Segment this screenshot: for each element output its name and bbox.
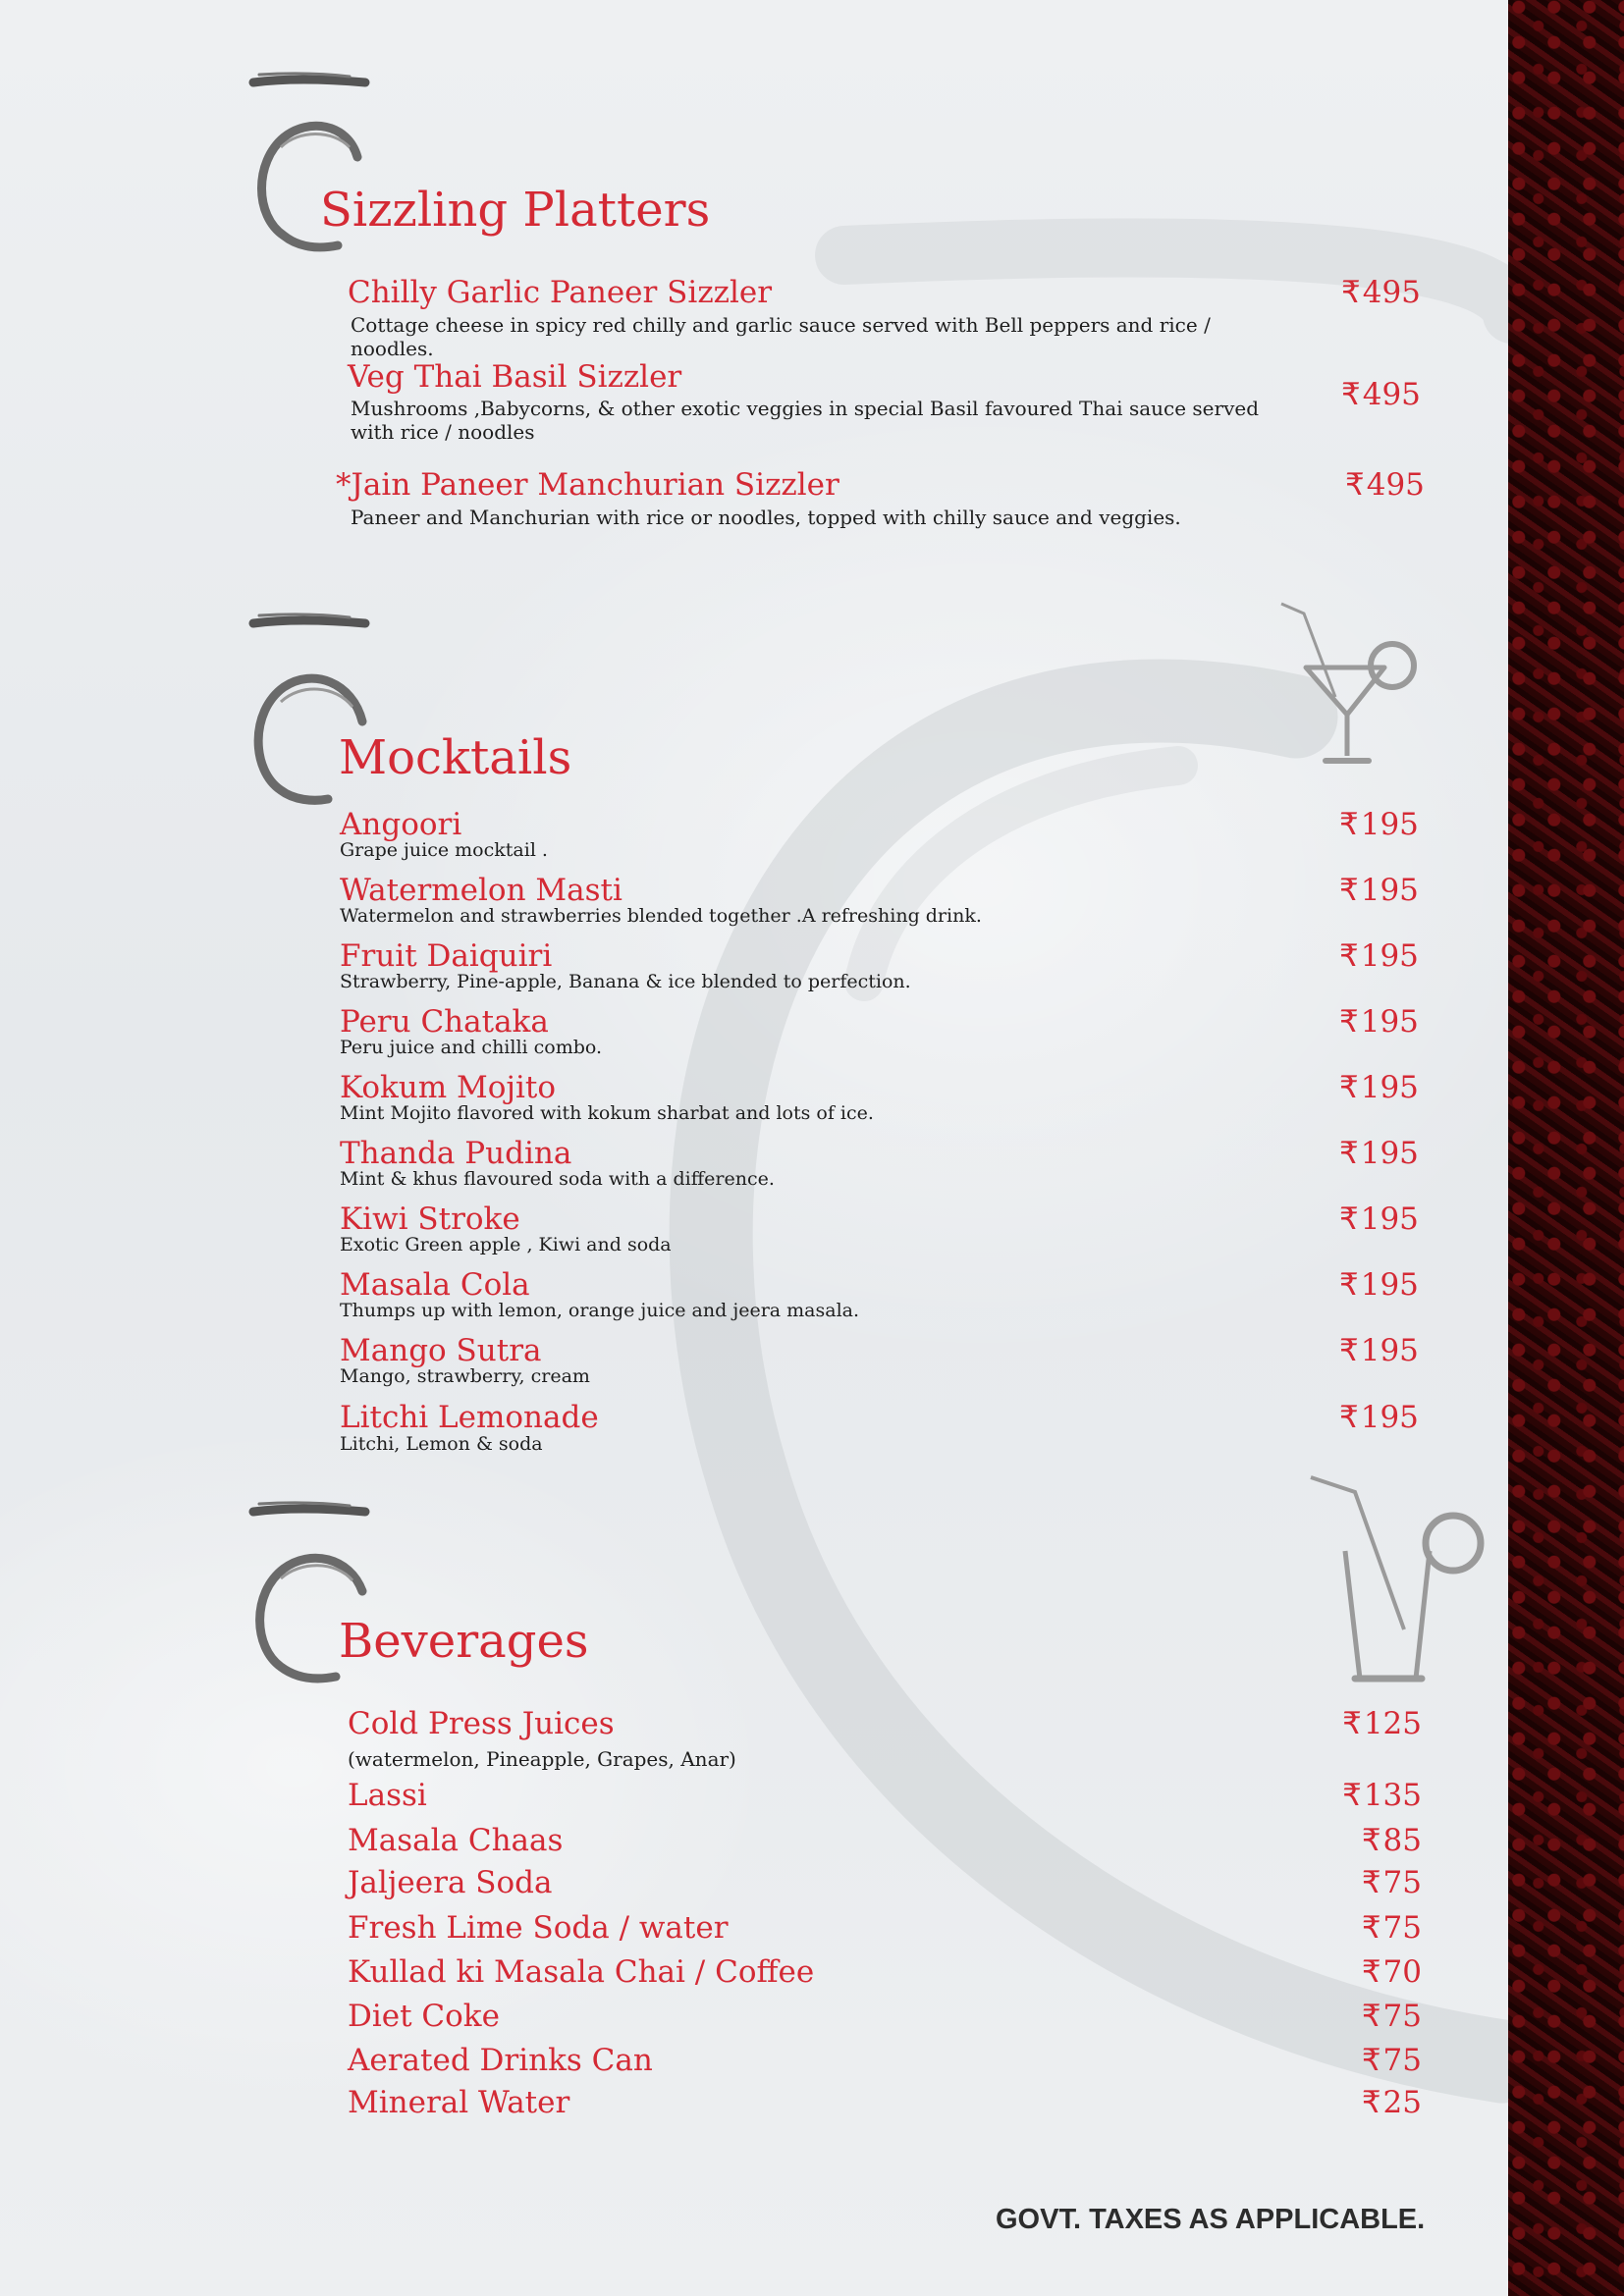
item-name: Aerated Drinks Can [348,2043,653,2078]
item-name: Masala Cola [340,1267,530,1303]
item-description: Litchi, Lemon & soda [340,1433,543,1455]
section-title: Beverages [339,1614,589,1669]
item-name: Lassi [348,1778,427,1813]
item-price: ₹195 [1339,1400,1419,1435]
item-name: Thanda Pudina [340,1136,572,1171]
item-price: ₹125 [1342,1706,1422,1741]
item-name: Kullad ki Masala Chai / Coffee [348,1954,815,1990]
item-price: ₹75 [1361,1910,1422,1946]
item-description: Watermelon and strawberries blended together .A refreshing drink. [340,905,982,927]
item-name: Mineral Water [348,2085,570,2120]
item-price: ₹195 [1339,1267,1419,1303]
item-description: Cottage cheese in spicy red chilly and garlic sauce served with Bell peppers and rice / noodles. [351,313,1211,360]
cocktail-glass-icon [1276,599,1424,771]
item-price: ₹75 [1361,1999,1422,2034]
item-price: ₹75 [1361,1865,1422,1900]
item-name: Veg Thai Basil Sizzler [348,359,682,395]
item-name: Chilly Garlic Paneer Sizzler [348,275,773,310]
item-name: Mango Sutra [340,1333,542,1368]
item-description: Paneer and Manchurian with rice or noodles, topped with chilly sauce and veggies. [351,506,1181,529]
item-price: ₹25 [1361,2085,1422,2120]
section-title: Sizzling Platters [320,183,711,238]
item-price: ₹70 [1361,1954,1422,1990]
item-name: Angoori [340,807,462,842]
item-description: Grape juice mocktail . [340,839,548,861]
item-description: (watermelon, Pineapple, Grapes, Anar) [348,1747,736,1771]
item-price: ₹195 [1339,1136,1419,1171]
item-description: Mushrooms ,Babycorns, & other exotic veggies in special Basil favoured Thai sauce served with rice / noodles [351,397,1259,444]
item-name: Fresh Lime Soda / water [348,1910,729,1946]
item-description: Mango, strawberry, cream [340,1365,590,1387]
decorative-side-strip [1508,0,1624,2296]
juice-glass-icon [1306,1472,1492,1688]
item-price: ₹195 [1339,1333,1419,1368]
item-price: ₹495 [1341,377,1421,412]
item-price: ₹495 [1341,275,1421,310]
item-name: Fruit Daiquiri [340,938,553,974]
tax-note: GOVT. TAXES AS APPLICABLE. [996,2204,1426,2235]
item-price: ₹495 [1345,467,1425,503]
item-name: Watermelon Masti [340,873,623,908]
section-title: Mocktails [339,730,572,785]
item-price: ₹195 [1339,873,1419,908]
item-name: Masala Chaas [348,1823,564,1858]
item-name: Cold Press Juices [348,1706,615,1741]
item-description: Mint & khus flavoured soda with a difference. [340,1168,775,1190]
item-name: Litchi Lemonade [340,1400,599,1435]
item-price: ₹195 [1339,938,1419,974]
item-description: Mint Mojito flavored with kokum sharbat and lots of ice. [340,1102,874,1124]
item-name: Jaljeera Soda [348,1865,553,1900]
item-price: ₹75 [1361,2043,1422,2078]
item-name: Kokum Mojito [340,1070,557,1105]
item-description: Exotic Green apple , Kiwi and soda [340,1234,672,1255]
item-name: *Jain Paneer Manchurian Sizzler [336,467,839,503]
item-name: Kiwi Stroke [340,1201,520,1237]
item-price: ₹195 [1339,1004,1419,1040]
item-name: Diet Coke [348,1999,500,2034]
item-description: Thumps up with lemon, orange juice and jeera masala. [340,1300,860,1321]
item-description: Peru juice and chilli combo. [340,1037,603,1058]
item-price: ₹195 [1339,1070,1419,1105]
item-price: ₹85 [1361,1823,1422,1858]
item-price: ₹135 [1342,1778,1422,1813]
item-name: Peru Chataka [340,1004,549,1040]
item-price: ₹195 [1339,1201,1419,1237]
item-price: ₹195 [1339,807,1419,842]
item-description: Strawberry, Pine-apple, Banana & ice blended to perfection. [340,971,911,992]
